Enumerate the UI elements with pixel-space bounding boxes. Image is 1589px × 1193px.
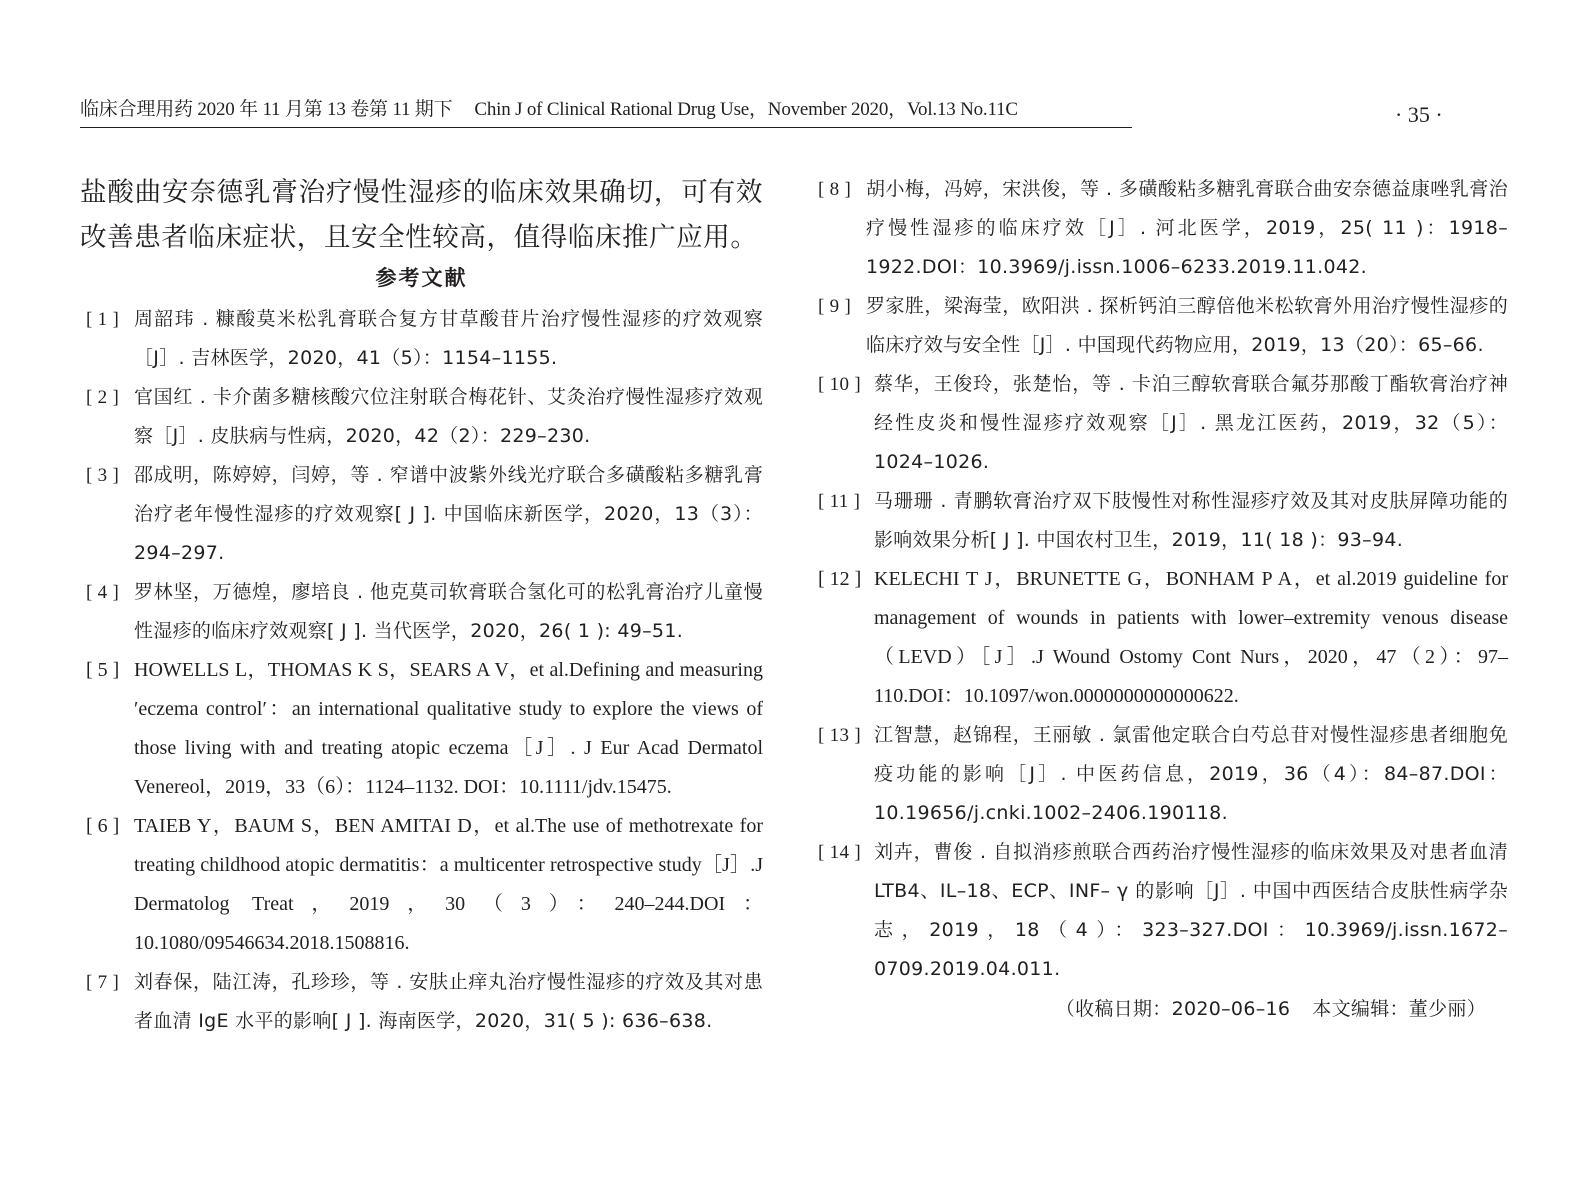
reference-number: [ 10 ] [818,374,861,395]
reference-list-left [80,300,763,1041]
reference-text: 罗家胜，梁海莹，欧阳洪 . 探析钙泊三醇倍他米松软膏外用治疗慢性湿疹的临床疗效与安全性［J］. 中国现代药物应用，2019，13（20）：65–66. [866,295,1508,356]
reference-item [80,456,763,573]
reference-text: 蔡华，王俊玲，张楚怡，等 . 卡泊三醇软膏联合氟芬那酸丁酯软膏治疗神经性皮炎和慢性湿疹疗效观察［J］. 黑龙江医药，2019，32（5）：1024–1026. [874,373,1508,473]
conclusion-paragraph: 盐酸曲安奈德乳膏治疗慢性湿疹的临床效果确切，可有效改善患者临床症状，且安全性较高，值得临床推广应用。 [80,177,763,253]
reference-number: [ 5 ] [86,659,120,681]
reference-number: [ 2 ] [86,387,120,408]
reference-item [80,963,763,1041]
reference-number: [ 12 ] [818,568,862,590]
reference-number: [ 9 ] [818,296,852,317]
reference-list-right [818,170,1508,989]
reference-text: 邵成明，陈婷婷，闫婷，等 . 窄谱中波紫外线光疗联合多磺酸粘多糖乳膏治疗老年慢性湿疹的疗效观察[ J ]. 中国临床新医学，2020，13（3）：294–297. [134,464,763,564]
reference-item [80,807,763,963]
reference-item [818,482,1508,560]
reference-text: 刘卉，曹俊 . 自拟消疹煎联合西药治疗慢性湿疹的临床效果及对患者血清 LTB4、IL–18、ECP、INF– γ 的影响［J］. 中国中西医结合皮肤性病学杂志，2019，18（4）：323–327.DOI：10.3969/j.issn.1672–0709.2019.04.011. [874,841,1508,980]
reference-number: [ 8 ] [818,179,852,200]
reference-number: [ 1 ] [86,309,120,330]
references-heading: 参考文献 [375,266,468,290]
reference-number: [ 7 ] [86,972,120,993]
reference-text: 罗林坚，万德煌，廖培良 . 他克莫司软膏联合氢化可的松乳膏治疗儿童慢性湿疹的临床疗效观察[ J ]. 当代医学，2020，26( 1 ): 49–51. [134,581,763,642]
reference-text: TAIEB Y，BAUM S，BEN AMITAI D，et al.The use of methotrexate for treating childhood atopic dermatitis：a multicenter retrospective study［J］.J Dermatolog Treat，2019，30（3）：240–244.DOI：10.1080/09546634.2018.1508816. [134,815,763,954]
reference-number: [ 13 ] [818,725,861,746]
reference-item [818,170,1508,287]
reference-text: 胡小梅，冯婷，宋洪俊，等 . 多磺酸粘多糖乳膏联合曲安奈德益康唑乳膏治疗慢性湿疹的临床疗效［J］. 河北医学，2019，25( 11 )：1918–1922.DOI：10.3969/j.issn.1006–6233.2019.11.042. [866,178,1508,278]
reference-item [818,287,1508,365]
reference-number: [ 6 ] [86,815,120,837]
reference-text: 江智慧，赵锦程，王丽敏 . 氯雷他定联合白芍总苷对慢性湿疹患者细胞免疫功能的影响［J］. 中医药信息，2019，36（4）：84–87.DOI：10.19656/j.cnki.1002–2406.190118. [874,724,1508,824]
reference-text: 马珊珊 . 青鹏软膏治疗双下肢慢性对称性湿疹疗效及其对皮肤屏障功能的影响效果分析[ J ]. 中国农村卫生，2019，11( 18 )：93–94. [874,490,1508,551]
running-header [80,97,1132,128]
received-date: （收稿日期：2020–06–16 [1055,998,1291,1020]
editor-name: 本文编辑：董少丽） [1312,998,1486,1020]
reference-text: 周韶玮 . 糠酸莫米松乳膏联合复方甘草酸苷片治疗慢性湿疹的疗效观察［J］. 吉林医学，2020，41（5）：1154–1155. [134,308,763,369]
journal-title-en: Chin J of Clinical Rational Drug Use，November 2020，Vol.13 No.11C [474,99,1018,120]
reference-item [80,573,763,651]
reference-item [818,716,1508,833]
reference-item [80,651,763,807]
reference-item [818,365,1508,482]
journal-title-cn: 临床合理用药 2020 年 11 月第 13 卷第 11 期下 [80,99,453,120]
reference-text: KELECHI T J，BRUNETTE G，BONHAM P A，et al.2019 guideline for management of wounds in patients with lower–extremity venous disease （LEVD）［J］.J Wound Ostomy Cont Nurs，2020，47（2）：97–110.DOI：10.1097/won.0000000000000622. [874,568,1508,707]
reference-number: [ 3 ] [86,465,120,486]
page-number: · 35 · [1395,102,1443,127]
reference-item [818,560,1508,716]
reference-item [80,378,763,456]
reference-number: [ 11 ] [818,491,861,512]
left-column [80,170,763,1041]
reference-text: 刘春保，陆江涛，孔珍珍，等 . 安肤止痒丸治疗慢性湿疹的疗效及其对患者血清 IgE 水平的影响[ J ]. 海南医学，2020，31( 5 ): 636–638. [134,971,763,1032]
right-column [818,170,1508,1029]
reference-number: [ 4 ] [86,582,120,603]
reference-text: HOWELLS L，THOMAS K S，SEARS A V，et al.Defining and measuring ′eczema control′：an international qualitative study to explore the views of those living with and treating atopic eczema［J］. J Eur Acad Dermatol Venereol，2019，33（6）：1124–1132. DOI：10.1111/jdv.15475. [134,659,763,798]
reference-number: [ 14 ] [818,842,861,863]
reference-item [80,300,763,378]
reference-item [818,833,1508,989]
reference-text: 官国红 . 卡介菌多糖核酸穴位注射联合梅花针、艾灸治疗慢性湿疹疗效观察［J］. 皮肤病与性病，2020，42（2）：229–230. [134,386,763,447]
received-date-note [818,989,1508,1029]
